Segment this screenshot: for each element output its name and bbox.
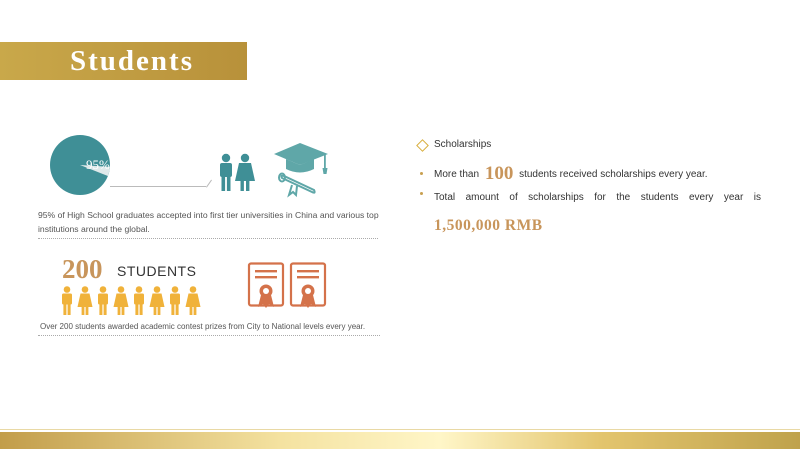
scholarship-amount: 1,500,000 RMB: [434, 217, 543, 234]
divider: [38, 335, 380, 336]
graduates-description: 95% of High School graduates accepted into first tier universities in China and various top institutions around the global.: [38, 210, 379, 234]
connector-line-end: [206, 180, 212, 188]
prize-count: 200: [62, 254, 103, 284]
scholarship-count-line: [434, 164, 708, 185]
connector-line: [110, 186, 206, 187]
line1-prefix: More than: [434, 169, 480, 180]
footer-bar: [0, 432, 800, 449]
footer-line: [0, 429, 800, 430]
percent-label: 95%: [86, 157, 110, 172]
page-title: Students: [70, 45, 194, 77]
prizes-description: Over 200 students awarded academic contest prizes from City to National levels every year.: [40, 322, 366, 331]
people-icon: [215, 153, 257, 193]
bullet-icon: [420, 172, 423, 175]
crowd-icon: [60, 286, 210, 316]
prize-count-label: STUDENTS: [117, 263, 197, 279]
scholarships-title: Scholarships: [434, 139, 492, 150]
certificate-icon: [247, 262, 329, 310]
line1-suffix: students received scholarships every year.: [519, 169, 708, 180]
scholarship-total-line: Total amount of scholarships for the students every year is: [434, 192, 761, 203]
graduation-cap-icon: [270, 140, 332, 198]
divider: [38, 238, 378, 239]
scholarship-count: 100: [484, 163, 514, 184]
bullet-icon: [420, 192, 423, 195]
diamond-icon: [416, 139, 429, 152]
